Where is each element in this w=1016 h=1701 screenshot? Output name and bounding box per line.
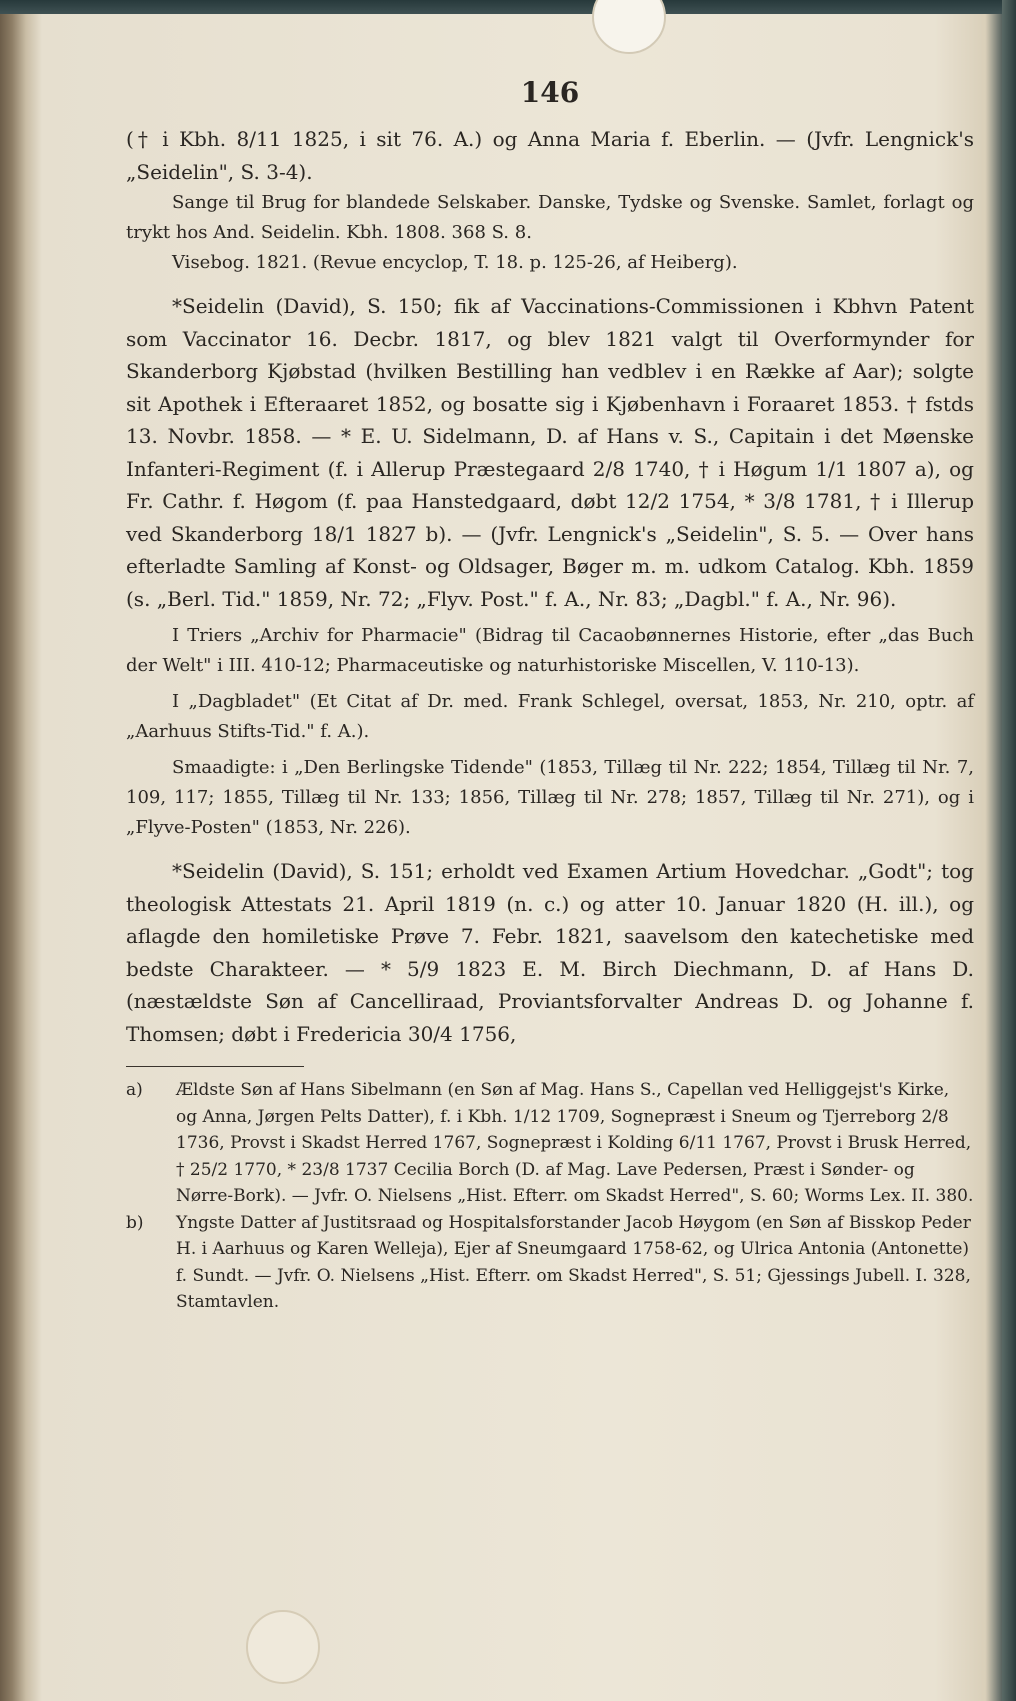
footnote-b xyxy=(126,1210,974,1316)
footnote-label: a) xyxy=(126,1080,143,1100)
scanner-right-edge xyxy=(1002,0,1016,1701)
paragraph-6: I „Dagbladet" (Et Citat af Dr. med. Frank Schlegel, oversat, 1853, Nr. 210, optr. af „Aarhuus Stifts-Tid." f. A.). xyxy=(126,691,974,742)
footnote-label: b) xyxy=(126,1212,144,1233)
footnote-text: Ældste Søn af Hans Sibelmann (en Søn af Mag. Hans S., Capellan ved Helliggejst's Kirke, og Anna, Jørgen Pelts Datter), f. i Kbh. 1/12 1709, Sognepræst i Sneum og Tjerreborg 2/8 1736, Provst i Skadst Herred 1767, Sognepræst i Kolding 6/11 1767, Provst i Brusk Herred, † 25/2 1770, * 23/8 1737 Cecilia Borch (D. af Mag. Lave Pedersen, Præst i Sønder- og Nørre-Bork). — Jvfr. O. Nielsens „Hist. Efterr. om Skadst Herred", S. 60; Worms Lex. II. 380. xyxy=(176,1080,974,1206)
paragraph-7: Smaadigte: i „Den Berlingske Tidende" (1853, Tillæg til Nr. 222; 1854, Tillæg til Nr. 7, 109, 117; 1855, Tillæg til Nr. 133; 1856, Tillæg til Nr. 278; 1857, Tillæg til Nr. 271), og i „Flyve-Posten" (1853, Nr. 226). xyxy=(126,757,974,838)
footnote-divider xyxy=(126,1066,304,1067)
paragraph-1: († i Kbh. 8/11 1825, i sit 76. A.) og Anna Maria f. Eberlin. — (Jvfr. Lengnick's „Seidelin", S. 3-4). xyxy=(126,127,974,184)
paragraph-2: Sange til Brug for blandede Selskaber. Danske, Tydske og Svenske. Samlet, forlagt og trykt hos And. Seidelin. Kbh. 1808. 368 S. 8. xyxy=(126,192,974,243)
paragraph-3: Visebog. 1821. (Revue encyclop, T. 18. p. 125-26, af Heiberg). xyxy=(172,252,738,273)
page-content xyxy=(126,76,974,1316)
paragraph-4: *Seidelin (David), S. 150; fik af Vaccinations-Commissionen i Kbhvn Patent som Vaccinator 16. Decbr. 1817, og blev 1821 valgt til Overformynder for Skanderborg Kjøbstad (hvilken Bestilling han vedblev i en Række af Aar); solgte sit Apothek i Efteraaret 1852, og bosatte sig i Kjøbenhavn i Foraaret 1853. † fstds 13. Novbr. 1858. — * E. U. Sidelmann, D. af Hans v. S., Capitain i det Møenske Infanteri-Regiment (f. i Allerup Præstegaard 2/8 1740, † i Høgum 1/1 1807 a), og Fr. Cathr. f. Høgom (f. paa Hanstedgaard, døbt 12/2 1754, * 3/8 1781, † i Illerup ved Skanderborg 18/1 1827 b). — (Jvfr. Lengnick's „Seidelin", S. 5. — Over hans efterladte Samling af Konst- og Oldsager, Bøger m. m. udkom Catalog. Kbh. 1859 (s. „Berl. Tid." 1859, Nr. 72; „Flyv. Post." f. A., Nr. 83; „Dagbl." f. A., Nr. 96). xyxy=(126,294,974,611)
paragraph-8: *Seidelin (David), S. 151; erholdt ved Examen Artium Hovedchar. „Godt"; tog theologisk Attestats 21. April 1819 (n. c.) og atter 10. Januar 1820 (H. ill.), og aflagde den homiletiske Prøve 7. Febr. 1821, saavelsom den katechetiske med bedste Charakteer. — * 5/9 1823 E. M. Birch Diechmann, D. af Hans D. (næstældste Søn af Cancelliraad, Proviantsforvalter Andreas D. og Johanne f. Thomsen; døbt i Fredericia 30/4 1756, xyxy=(126,859,974,1046)
footnote-a xyxy=(126,1077,974,1210)
paragraph-5: I Triers „Archiv for Pharmacie" (Bidrag til Cacaobønnernes Historie, efter „das Buch der Welt" i III. 410-12; Pharmaceutiske og naturhistoriske Miscellen, V. 110-13). xyxy=(126,625,974,676)
punch-hole-bottom xyxy=(246,1610,320,1684)
scanner-top-edge xyxy=(0,0,1016,14)
footnote-text: Yngste Datter af Justitsraad og Hospitalsforstander Jacob Høygom (en Søn af Bisskop Peder H. i Aarhuus og Karen Welleja), Ejer af Sneumgaard 1758-62, og Ulrica Antonia (Antonette) f. Sundt. — Jvfr. O. Nielsens „Hist. Efterr. om Skadst Herred", S. 51; Gjessings Jubell. I. 328, Stamtavlen. xyxy=(176,1212,971,1312)
page-number: 146 xyxy=(520,76,580,109)
